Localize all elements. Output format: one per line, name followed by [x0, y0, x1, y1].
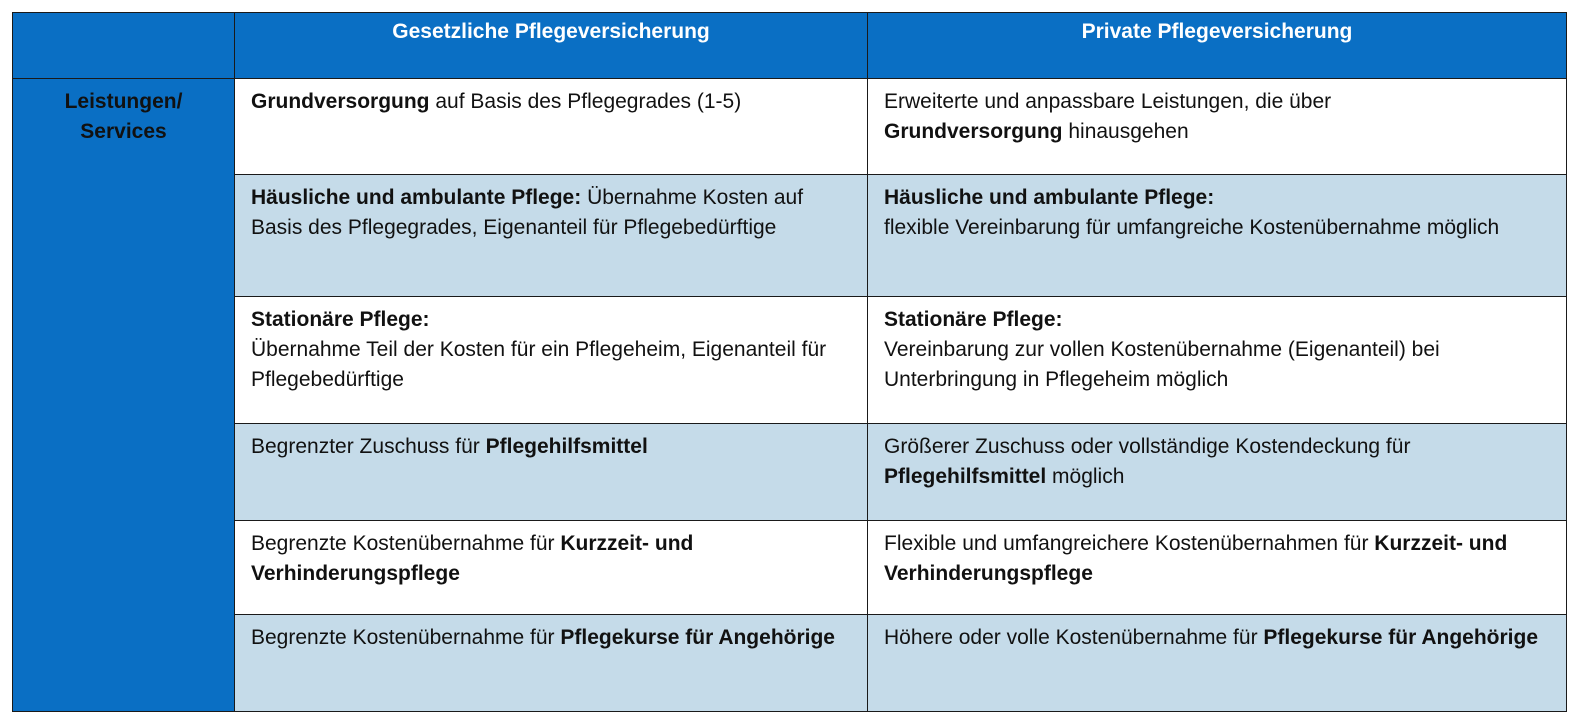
comparison-table — [12, 12, 1567, 712]
cell-text: Vereinbarung zur vollen Kostenübernahme (Eigenanteil) bei Unterbringung in Pflegeheim möglich — [884, 337, 1440, 391]
private-cell — [868, 296, 1567, 424]
table-row — [13, 79, 1567, 175]
cell-bold-text: Kurzzeit- und Verhinderungspflege — [251, 531, 694, 585]
cell-bold-text: Kurzzeit- und Verhinderungspflege — [884, 531, 1508, 585]
private-cell — [868, 79, 1567, 175]
private-cell — [868, 174, 1567, 296]
private-cell — [868, 615, 1567, 712]
cell-text: Begrenzte Kostenübernahme für — [251, 531, 561, 555]
header-private: Private Pflegeversicherung — [868, 13, 1567, 79]
cell-text: Höhere oder volle Kostenübernahme für — [884, 626, 1264, 650]
cell-text: Größerer Zuschuss oder vollständige Kostendeckung für — [884, 435, 1411, 459]
header-row — [13, 13, 1567, 79]
statutory-cell — [235, 79, 868, 175]
header-corner-cell — [13, 13, 235, 79]
cell-text: hinausgehen — [1062, 120, 1189, 144]
table-row — [13, 520, 1567, 615]
cell-bold-text: Häusliche und ambulante Pflege: — [251, 185, 582, 209]
row-header-line: Leistungen/ — [64, 90, 183, 114]
table-row — [13, 296, 1567, 424]
cell-bold-text: Grundversorgung — [884, 120, 1063, 144]
statutory-cell — [235, 424, 868, 521]
header-statutory: Gesetzliche Pflegeversicherung — [235, 13, 868, 79]
statutory-cell — [235, 520, 868, 615]
statutory-cell — [235, 174, 868, 296]
statutory-cell — [235, 296, 868, 424]
table-row — [13, 615, 1567, 712]
table-row — [13, 424, 1567, 521]
cell-text: auf Basis des Pflegegrades (1-5) — [429, 90, 742, 114]
cell-bold-text: Stationäre Pflege: — [884, 307, 1063, 331]
cell-bold-text: Grundversorgung — [251, 90, 430, 114]
statutory-cell — [235, 615, 868, 712]
cell-text: flexible Vereinbarung für umfangreiche Kostenübernahme möglich — [884, 215, 1500, 239]
cell-bold-text: Pflegehilfsmittel — [485, 435, 648, 459]
table-row — [13, 174, 1567, 296]
private-cell — [868, 520, 1567, 615]
cell-bold-text: Pflegekurse für Angehörige — [1263, 626, 1539, 650]
cell-bold-text: Häusliche und ambulante Pflege: — [884, 185, 1215, 209]
cell-text: Flexible und umfangreichere Kostenübernahmen für — [884, 531, 1375, 555]
cell-text: Erweiterte und anpassbare Leistungen, die über — [884, 90, 1332, 114]
comparison-table-wrapper — [12, 12, 1566, 712]
row-header-services — [13, 79, 235, 712]
cell-text: Begrenzter Zuschuss für — [251, 435, 486, 459]
cell-text: Begrenzte Kostenübernahme für — [251, 626, 561, 650]
cell-bold-text: Pflegekurse für Angehörige — [560, 626, 835, 650]
cell-text: Übernahme Teil der Kosten für ein Pflegeheim, Eigenanteil für Pflegebedürftige — [251, 337, 827, 391]
row-header-line: Services — [80, 120, 167, 144]
private-cell — [868, 424, 1567, 521]
cell-bold-text: Pflegehilfsmittel — [884, 465, 1047, 489]
cell-text: Übernahme Kosten auf Basis des Pflegegrades, Eigenanteil für Pflegebedürftige — [251, 185, 804, 239]
cell-text: möglich — [1046, 465, 1125, 489]
cell-bold-text: Stationäre Pflege: — [251, 307, 430, 331]
